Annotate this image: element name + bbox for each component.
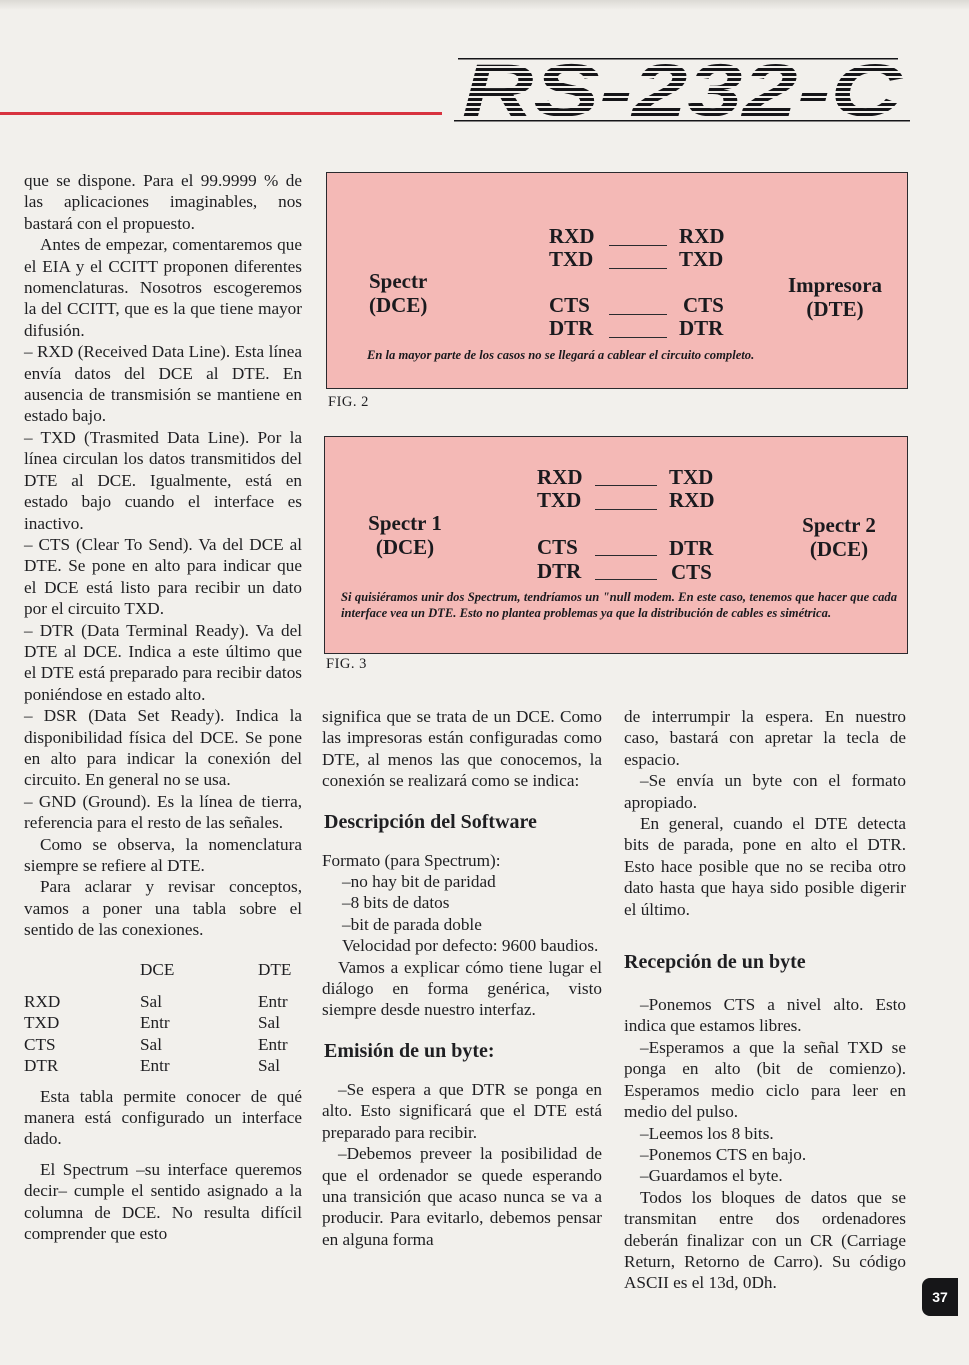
fig3-caption: Si quisiéramos unir dos Spectrum, tendríamos un "null modem. En este caso, tenemos que hacer que cada interface vea un DTE. Esto no plantea problemas ya que la distribución de cables es simétrica.	[341, 590, 897, 620]
paragraph: –Ponemos CTS en bajo.	[640, 1144, 807, 1164]
paragraph: –Ponemos CTS a nivel alto. Esto indica que estamos libres.	[624, 995, 906, 1036]
format-item-speed: Velocidad por defecto: 9600 baudios.	[342, 936, 599, 956]
fig3-wire	[595, 485, 657, 486]
table-cell: Entr	[258, 1034, 288, 1054]
paragraph: que se dispone. Para el 99.9999 % de las aplicaciones imaginables, nos bastará con el propuesto.	[24, 171, 302, 233]
table-cell: Sal	[258, 1013, 280, 1033]
paragraph: Vamos a explicar cómo tiene lugar el diálogo en forma genérica, visto siempre desde nuestro interfaz.	[322, 957, 602, 1020]
fig2-right-device: Impresora	[787, 273, 883, 297]
paragraph: El Spectrum –su interface queremos decir– cumple el sentido asignado a la columna de DCE. No resulta difícil comprender que esto	[24, 1159, 302, 1244]
page-number-tab: 37	[922, 1278, 958, 1316]
format-title: Formato (para Spectrum):	[322, 850, 501, 870]
fig2-right-role: (DTE)	[806, 297, 864, 321]
fig2-signal-left: DTR	[549, 316, 594, 340]
fig2-wire	[609, 314, 667, 315]
fig2-signal-right: TXD	[679, 247, 724, 271]
paragraph: –Esperamos a que la señal TXD se ponga en alto (bit de comienzo). Esperamos medio ciclo para leer en medio del pulso.	[624, 1037, 906, 1122]
heading-software-description: Descripción del Software	[324, 810, 537, 833]
fig2-left-label-line1	[369, 269, 427, 293]
format-item: –8 bits de datos	[342, 893, 450, 913]
column-2	[322, 706, 602, 1250]
paragraph: significa que se trata de un DCE. Como las impresoras están configuradas como DTE, al menos las que conocemos, la conexión se realizará como se indica:	[322, 707, 602, 791]
fig2-left-role: (DCE)	[369, 293, 428, 317]
fig3-signal-left: DTR	[537, 559, 582, 583]
table-cell: RXD	[24, 991, 61, 1011]
fig3-label: FIG. 3	[326, 656, 367, 672]
paragraph-rxd: – RXD (Received Data Line). Esta línea envía datos del DCE al DTE. En ausencia de transmisión se mantiene en estado bajo.	[24, 342, 302, 426]
top-edge-shadow	[0, 0, 969, 10]
fig3-right-device: Spectr 2	[802, 513, 876, 537]
paragraph: –Se envía un byte con el formato apropiado.	[624, 771, 906, 812]
table-row	[24, 991, 304, 1013]
paragraph: Esta tabla permite conocer de qué manera está configurado un interface dado.	[24, 1086, 302, 1149]
table-cell: Sal	[140, 1034, 162, 1054]
table-cell: Entr	[258, 991, 288, 1011]
fig3-signal-left: RXD	[537, 465, 583, 489]
fig2-signal-right: CTS	[683, 293, 724, 317]
fig2-signal-right: RXD	[679, 224, 725, 248]
paragraph-cts: – CTS (Clear To Send). Va del DCE al DTE. Se pone en alto para indicar que el DCE está listo para recibir un dato por el circuito TXD.	[24, 534, 302, 619]
format-item: –no hay bit de paridad	[342, 872, 496, 892]
column-1	[24, 170, 302, 1244]
fig3-wire	[595, 579, 657, 580]
paragraph: –Leemos los 8 bits.	[640, 1123, 774, 1143]
table-cell: CTS	[24, 1034, 56, 1054]
fig3-left-role: (DCE)	[375, 535, 435, 559]
fig3-signal-left: CTS	[537, 535, 578, 559]
table-cell: Sal	[140, 991, 162, 1011]
paragraph: de interrumpir la espera. En nuestro caso, bastará con apretar la tecla de espacio.	[624, 707, 906, 769]
fig2-left-device: Spectr	[369, 269, 428, 293]
paragraph: En general, cuando el DTE detecta bits de parada, pone en alto el DTR. Esto hace posible que no se reciba otro dato hasta que haya sido posible digerir el último.	[624, 814, 906, 919]
fig3-signal-right: DTR	[669, 536, 714, 560]
fig2-wire	[609, 268, 667, 269]
fig3-signal-right: TXD	[669, 465, 714, 489]
table-header-cell: DTE	[258, 959, 292, 979]
fig3-left-label-line2	[355, 535, 455, 559]
paragraph: Todos los bloques de datos que se transmitan entre dos ordenadores deberán finalizar con un CR (Carriage Return, Retorno de Carro). Su código ASCII es el 13d, 0Dh.	[624, 1187, 906, 1293]
figure-2-box	[326, 172, 908, 389]
connection-direction-table	[24, 957, 304, 1077]
fig2-right-label-line1	[775, 273, 895, 297]
figure-3-box	[324, 436, 908, 654]
fig2-wire	[609, 337, 667, 338]
fig3-signal-left: TXD	[537, 488, 582, 512]
table-header-row	[24, 957, 304, 991]
fig2-left-label-line2	[369, 293, 427, 317]
column-3	[624, 706, 906, 1294]
paragraph-txd: – TXD (Trasmited Data Line). Por la línea circulan los datos transmitidos del DTE al DCE. Igualmente, está en estado bajo cuando el interface es inactivo.	[24, 427, 302, 533]
table-row	[24, 1034, 304, 1056]
fig2-signal-left: TXD	[549, 247, 594, 271]
paragraph-dsr: – DSR (Data Set Ready). Indica la disponibilidad física del DCE. Se pone en alto para indicar la conexión del circuito. En general no se usa.	[24, 706, 302, 790]
heading-byte-reception: Recepción de un byte	[624, 951, 806, 974]
table-header-cell	[24, 957, 140, 991]
paragraph: Para aclarar y revisar conceptos, vamos a poner una tabla sobre el sentido de las conexiones.	[24, 877, 302, 940]
table-cell: TXD	[24, 1013, 60, 1033]
paragraph: –Debemos preveer la posibilidad de que el ordenador se quede esperando una transición que acaso nunca se va a producir. Para evitarlo, debemos pensar en alguna forma	[322, 1144, 602, 1249]
paragraph: Como se observa, la nomenclatura siempre se refiere al DTE.	[24, 834, 302, 875]
fig3-signal-right: CTS	[671, 560, 712, 584]
fig3-right-label-line1	[787, 513, 891, 537]
table-row	[24, 1055, 304, 1077]
table-cell: Entr	[140, 1056, 170, 1076]
fig3-left-device: Spectr 1	[368, 511, 442, 535]
table-cell: Entr	[140, 1013, 170, 1033]
fig2-right-label-line2	[775, 297, 895, 321]
fig3-right-label-line2	[787, 537, 891, 561]
rs232c-logo	[454, 58, 910, 122]
fig2-signal-left: RXD	[549, 224, 595, 248]
fig3-left-label-line1	[355, 511, 455, 535]
table-cell: DTR	[24, 1056, 59, 1076]
fig3-signal-right: RXD	[669, 488, 715, 512]
fig2-signal-left: CTS	[549, 293, 590, 317]
fig3-wire	[595, 555, 657, 556]
format-item: –bit de parada doble	[342, 914, 482, 934]
fig2-signal-right: DTR	[679, 316, 724, 340]
fig3-wire	[595, 509, 657, 510]
heading-byte-emission: Emisión de un byte:	[324, 1039, 495, 1062]
paragraph-dtr: – DTR (Data Terminal Ready). Va del DTE al DCE. Indica a este último que el DTE está preparado para recibir datos poniéndose en estado alto.	[24, 620, 302, 704]
paragraph: Antes de empezar, comentaremos que el EIA y el CCITT proponen diferentes nomenclaturas. Nosotros escogeremos la del CCITT, que es la que tiene mayor difusión.	[24, 235, 302, 340]
table-cell: Sal	[258, 1056, 280, 1076]
paragraph-gnd: – GND (Ground). Es la línea de tierra, referencia para el resto de las señales.	[24, 791, 302, 833]
fig2-wire	[609, 245, 667, 246]
table-row	[24, 1012, 304, 1034]
fig3-right-role: (DCE)	[809, 537, 869, 561]
paragraph: –Guardamos el byte.	[640, 1166, 783, 1186]
fig2-caption: En la mayor parte de los casos no se llegará a cablear el circuito completo.	[367, 348, 755, 362]
header-red-rule	[0, 112, 442, 115]
fig2-label: FIG. 2	[328, 394, 369, 410]
table-header-cell: DCE	[140, 959, 175, 979]
paragraph: –Se espera a que DTR se ponga en alto. Esto significará que el DTE está preparado para recibir.	[322, 1079, 602, 1142]
